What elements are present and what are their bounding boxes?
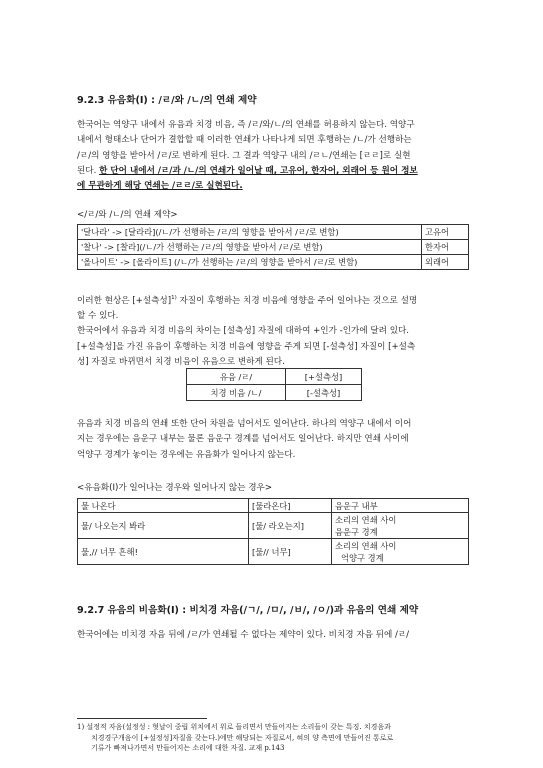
liquidization-cases-table [77,498,469,565]
table-cell: '올나이트' -> [올라이트] (/ㄴ/가 선행하는 /ㄹ/의 영향을 받아서 /ㄹ/로 변함) [78,255,422,270]
cell-text: 소리의 연쇄 사이 [335,540,397,551]
table-row [78,513,469,539]
text-run: 자질이 후행하는 치경 비음에 영향을 주어 일어나는 것으로 설명 [176,295,418,306]
table-cell [332,499,469,513]
table-cell: [물// 너무] [249,539,332,565]
constraint-table [77,224,469,270]
table-caption-1: </ㄹ/와 /ㄴ/의 연쇄 제약> [77,210,178,220]
text-line: /ㄹ/의 영향을 받아서 /ㄹ/로 변하게 된다. 그 결과 역양구 내의 /ㄹㄴ/연쇄는 [ㄹㄹ]로 실현 [77,150,411,161]
table-row [187,385,362,401]
table-cell: [물라온다] [249,499,332,513]
text-line: 한국어는 역양구 내에서 유음과 치경 비음, 즉 /ㄹ/와/ㄴ/의 연쇄를 허용하지 않는다. 역양구 [77,120,415,130]
footnote-ref: 1) [171,295,177,301]
text-line: 한국어에서 유음과 치경 비음의 차이는 [설측성] 자질에 대하여 +인가 -인가에 달려 있다. [77,326,410,337]
table-cell: 물,// 너무 흔해! [78,539,249,565]
text-line: 지는 경우에는 음운구 내부는 물론 음운구 경계를 넘어서도 일어난다. 하지만 연쇄 사이에 [77,434,409,445]
cell-text: 억양구 경계 [341,552,384,563]
table-caption-2: <유음화(Ⅰ)가 일어나는 경우와 일어나지 않는 경우> [77,483,273,493]
explanation-paragraph [77,291,469,370]
boundary-paragraph [77,417,469,463]
cell-text: 음운구 경계 [335,526,378,537]
section-heading-9-2-3: 9.2.3 유음화(Ⅰ) : /ㄹ/와 /ㄴ/의 연쇄 제약 [77,95,257,106]
table-cell [332,539,469,565]
cell-text: 음운구 내부 [335,500,378,511]
nasalization-paragraph [77,628,469,643]
text-line: 한국어에는 비치경 자음 뒤에 /ㄹ/가 연쇄될 수 없다는 제약이 있다. 비치경 자음 뒤에 /ㄹ/ [77,630,410,640]
table-cell: [물/ 라오는지] [249,513,332,539]
table-row [78,539,469,565]
footnote-line: 기류가 빠져나가면서 만들어지는 소리에 대한 자질. 교재 p.143 [91,744,285,753]
text-line [77,164,469,179]
text-line: 억양구 경계가 놓이는 경우에는 유음화가 일어나지 않는다. [77,449,296,460]
table-cell: 치경 비음 /ㄴ/ [187,385,286,401]
cell-text: 소리의 연쇄 사이 [335,514,397,525]
section-heading-9-2-7: 9.2.7 유음의 비음화(Ⅰ) : 비치경 자음(/ㄱ/, /ㅁ/, /ㅂ/, /ㅇ/)과 유음의 연쇄 제약 [77,605,419,616]
text-line: [+설측성]을 가진 유음이 후행하는 치경 비음에 영향을 주게 되면 [-설측성] 자질이 [+설측 [77,341,416,352]
table-cell: '달나라' -> [달라라](/ㄴ/가 선행하는 /ㄹ/의 영향을 받아서 /ㄹ/로 변함) [78,225,422,240]
table-cell: 물 나온다 [78,499,249,513]
table-row [78,225,469,240]
table-cell: [+설측성] [286,369,362,385]
text-line [77,291,469,309]
table-row [187,369,362,385]
footnote-divider [77,718,207,719]
emphasis-text: 한 단어 내에서 /ㄹ/과 /ㄴ/의 연쇄가 일어날 때, 고유어, 한자어, 외래어 등 원어 정보 [99,165,418,176]
table-cell: 한자어 [422,240,469,255]
table-cell: 물/ 나오는지 봐라 [78,513,249,539]
feature-table [186,368,362,401]
table-row [78,240,469,255]
table-cell [332,513,469,539]
table-cell: 고유어 [422,225,469,240]
footnote [77,722,477,754]
text-line: 유음과 치경 비음의 연쇄 또한 단어 차원을 넘어서도 일어난다. 하나의 역양구 내에서 이어 [77,419,412,429]
text-line: 성] 자질로 바뀌면서 치경 비음이 유음으로 변하게 된다. [77,357,285,368]
table-cell: 외래어 [422,255,469,270]
table-row [78,255,469,270]
table-cell: 유음 /ㄹ/ [187,369,286,385]
text-line: 내에서 형태소나 단어가 결합할 때 이러한 연쇄가 나타나게 되면 후행하는 /ㄴ/가 선행하는 [77,135,412,146]
footnote-line: 치경경구개음이 [+설정성]자질을 갖는다.)에만 해당되는 자질로서, 혀의 양 측면에 만들어진 통로로 [91,733,394,742]
table-cell: '찰나' -> [찰라](/ㄴ/가 선행하는 /ㄹ/의 영향을 받아서 /ㄹ/로 변함) [78,240,422,255]
emphasis-text: 에 무관하게 해당 연쇄는 /ㄹㄹ/로 실현된다. [77,181,243,192]
intro-paragraph [77,118,469,194]
text-line: 할 수 있다. [77,311,119,322]
footnote-line: 1) 설정적 자음(설정성 : 혓날이 중립 위치에서 위로 들리면서 만들어지는 소리들이 갖는 특징. 치경음과 [77,723,391,731]
table-cell: [-설측성] [286,385,362,401]
text-run: 이러한 현상은 [+설측성] [77,295,172,306]
table-row [78,499,469,513]
text-run: 된다. [77,165,100,176]
